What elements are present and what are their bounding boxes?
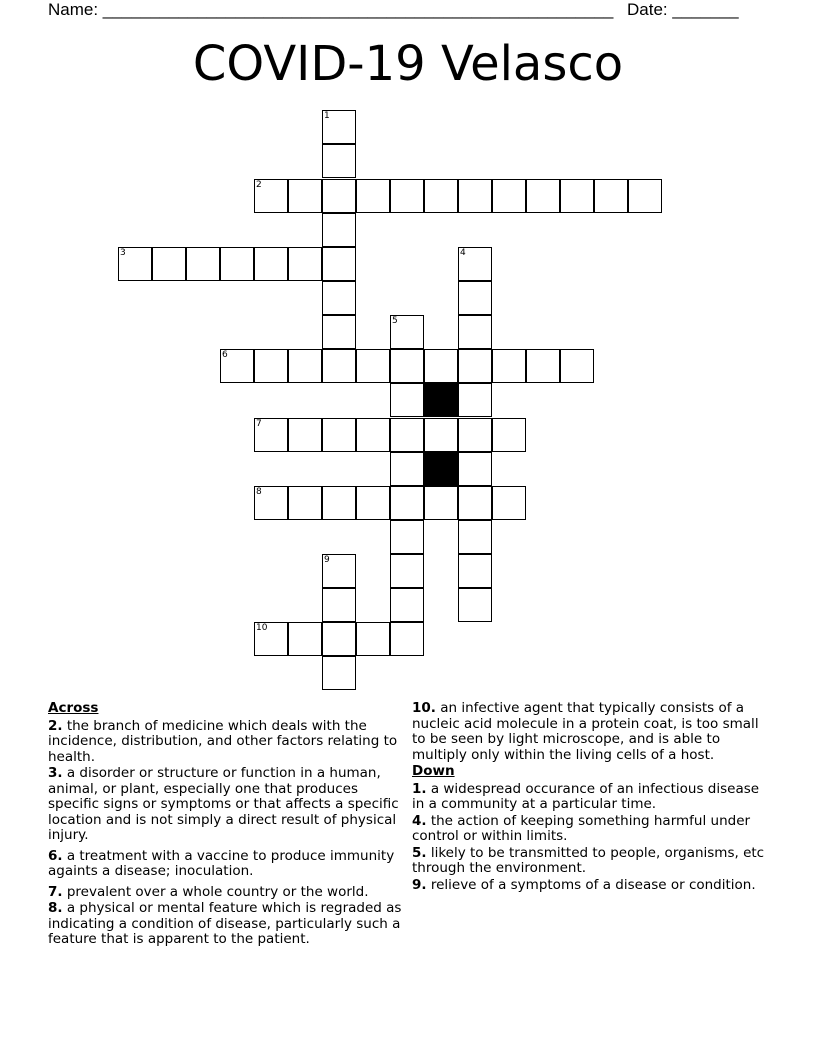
crossword-cell[interactable] [390, 418, 424, 452]
crossword-cell[interactable] [254, 349, 288, 383]
clue-text: prevalent over a whole country or the world. [62, 883, 369, 900]
clue-item [48, 766, 408, 844]
crossword-cell[interactable] [458, 588, 492, 622]
crossword-cell[interactable] [492, 349, 526, 383]
clue-item [48, 719, 408, 766]
crossword-cell[interactable] [322, 622, 356, 656]
clue-item [412, 782, 772, 813]
crossword-cell[interactable] [424, 418, 458, 452]
clue-item [412, 814, 772, 845]
crossword-cell[interactable] [458, 520, 492, 554]
crossword-cell[interactable] [390, 349, 424, 383]
crossword-cell[interactable] [288, 418, 322, 452]
across-heading: Across [48, 700, 99, 716]
crossword-cell[interactable] [424, 349, 458, 383]
clue-number-label: 3 [120, 248, 126, 258]
clue-text: likely to be transmitted to people, organisms, etc through the environment. [412, 844, 765, 876]
name-field-label: Name: ______________________________________________________ [48, 0, 614, 19]
crossword-block-cell [424, 383, 458, 417]
clue-text: the action of keeping something harmful under control or within limits. [412, 812, 751, 844]
clue-item [48, 901, 408, 948]
clue-number-label: 1 [324, 111, 330, 121]
crossword-cell[interactable] [458, 281, 492, 315]
crossword-cell[interactable] [594, 179, 628, 213]
page-title: COVID-19 Velasco [192, 36, 624, 92]
clue-text: a physical or mental feature which is regraded as indicating a condition of disease, particularly such a feature that is apparent to the patient. [48, 900, 402, 947]
clue-number: 2. [48, 717, 63, 734]
crossword-cell[interactable] [492, 179, 526, 213]
clue-number: 1. [412, 780, 427, 797]
clue-number-label: 9 [324, 555, 330, 565]
crossword-cell[interactable] [458, 315, 492, 349]
crossword-cell[interactable] [560, 179, 594, 213]
clue-item [412, 846, 772, 877]
crossword-cell[interactable] [322, 247, 356, 281]
crossword-cell[interactable] [492, 418, 526, 452]
crossword-cell[interactable] [424, 179, 458, 213]
crossword-cell[interactable] [390, 520, 424, 554]
clue-text: a widespread occurance of an infectious disease in a community at a particular time. [412, 780, 760, 812]
crossword-cell[interactable] [458, 554, 492, 588]
clue-text: relieve of a symptoms of a disease or condition. [426, 876, 756, 893]
crossword-cell[interactable] [458, 349, 492, 383]
across-clue-list [48, 719, 408, 948]
crossword-cell[interactable] [526, 179, 560, 213]
crossword-cell[interactable] [492, 486, 526, 520]
crossword-cell[interactable] [390, 554, 424, 588]
clues-column-left [48, 701, 408, 949]
crossword-cell[interactable] [288, 349, 322, 383]
crossword-cell[interactable] [322, 281, 356, 315]
down-clue-list [412, 782, 772, 894]
clue-number: 8. [48, 900, 63, 916]
clue-item [412, 878, 772, 894]
crossword-cell[interactable] [458, 383, 492, 417]
crossword-cell[interactable] [322, 349, 356, 383]
clue-number: 7. [48, 883, 63, 900]
clue-number-label: 2 [256, 180, 262, 190]
clue-text: a disorder or structure or function in a human, animal, or plant, especially one that produces specific signs or symptoms or that affects a specific location and is not simply a direct result of physical injury. [48, 765, 399, 843]
crossword-cell[interactable] [254, 247, 288, 281]
crossword-cell[interactable] [288, 247, 322, 281]
crossword-cell[interactable] [152, 247, 186, 281]
crossword-cell[interactable] [356, 486, 390, 520]
clue-number-label: 8 [256, 487, 262, 497]
clue-item [48, 849, 408, 880]
crossword-cell[interactable] [356, 349, 390, 383]
crossword-cell[interactable] [526, 349, 560, 383]
crossword-cell[interactable] [390, 179, 424, 213]
crossword-cell[interactable] [356, 418, 390, 452]
clues-column-right [412, 701, 772, 894]
crossword-block-cell [424, 452, 458, 486]
clue-number-label: 10 [256, 623, 268, 633]
clue-item [48, 885, 408, 901]
crossword-cell[interactable] [356, 179, 390, 213]
crossword-cell[interactable] [390, 486, 424, 520]
crossword-cell[interactable] [322, 486, 356, 520]
crossword-cell[interactable] [458, 452, 492, 486]
clue-number: 3. [48, 765, 63, 781]
crossword-cell[interactable] [390, 452, 424, 486]
crossword-cell[interactable] [322, 144, 356, 178]
crossword-cell[interactable] [288, 622, 322, 656]
clue-number: 6. [48, 847, 63, 864]
crossword-cell[interactable] [356, 622, 390, 656]
clue-number-label: 6 [222, 350, 228, 360]
crossword-cell[interactable] [322, 588, 356, 622]
crossword-cell[interactable] [390, 383, 424, 417]
clue-number: 10. [412, 700, 436, 716]
clue-number: 4. [412, 812, 427, 829]
crossword-cell[interactable] [322, 656, 356, 690]
crossword-cell[interactable] [458, 179, 492, 213]
across-clue-list-continued [412, 701, 772, 763]
clue-number: 9. [412, 876, 427, 893]
crossword-cell[interactable] [186, 247, 220, 281]
clue-text: an infective agent that typically consists of a nucleic acid molecule in a protein coat, is too small to be seen by light microscope, and is able to multiply only within the living cells of a host. [412, 700, 759, 763]
crossword-cell[interactable] [220, 247, 254, 281]
clue-number: 5. [412, 844, 427, 861]
crossword-cell[interactable] [322, 418, 356, 452]
crossword-cell[interactable] [560, 349, 594, 383]
clue-number-label: 7 [256, 419, 262, 429]
clue-number-label: 4 [460, 248, 466, 258]
crossword-cell[interactable] [288, 179, 322, 213]
date-field-label: Date: _______ [627, 0, 739, 19]
crossword-cell[interactable] [628, 179, 662, 213]
crossword-cell[interactable] [288, 486, 322, 520]
crossword-cell[interactable] [390, 588, 424, 622]
crossword-cell[interactable] [424, 486, 458, 520]
crossword-cell[interactable] [458, 486, 492, 520]
crossword-cell[interactable] [390, 622, 424, 656]
clue-text: a treatment with a vaccine to produce immunity againts a disease; inoculation. [48, 847, 395, 879]
crossword-cell[interactable] [458, 418, 492, 452]
crossword-cell[interactable] [322, 315, 356, 349]
clue-number-label: 5 [392, 316, 398, 326]
down-heading: Down [412, 763, 455, 779]
clue-item [412, 701, 772, 763]
crossword-cell[interactable] [322, 179, 356, 213]
crossword-cell[interactable] [322, 213, 356, 247]
clue-text: the branch of medicine which deals with the incidence, distribution, and other factors relating to health. [48, 717, 398, 765]
